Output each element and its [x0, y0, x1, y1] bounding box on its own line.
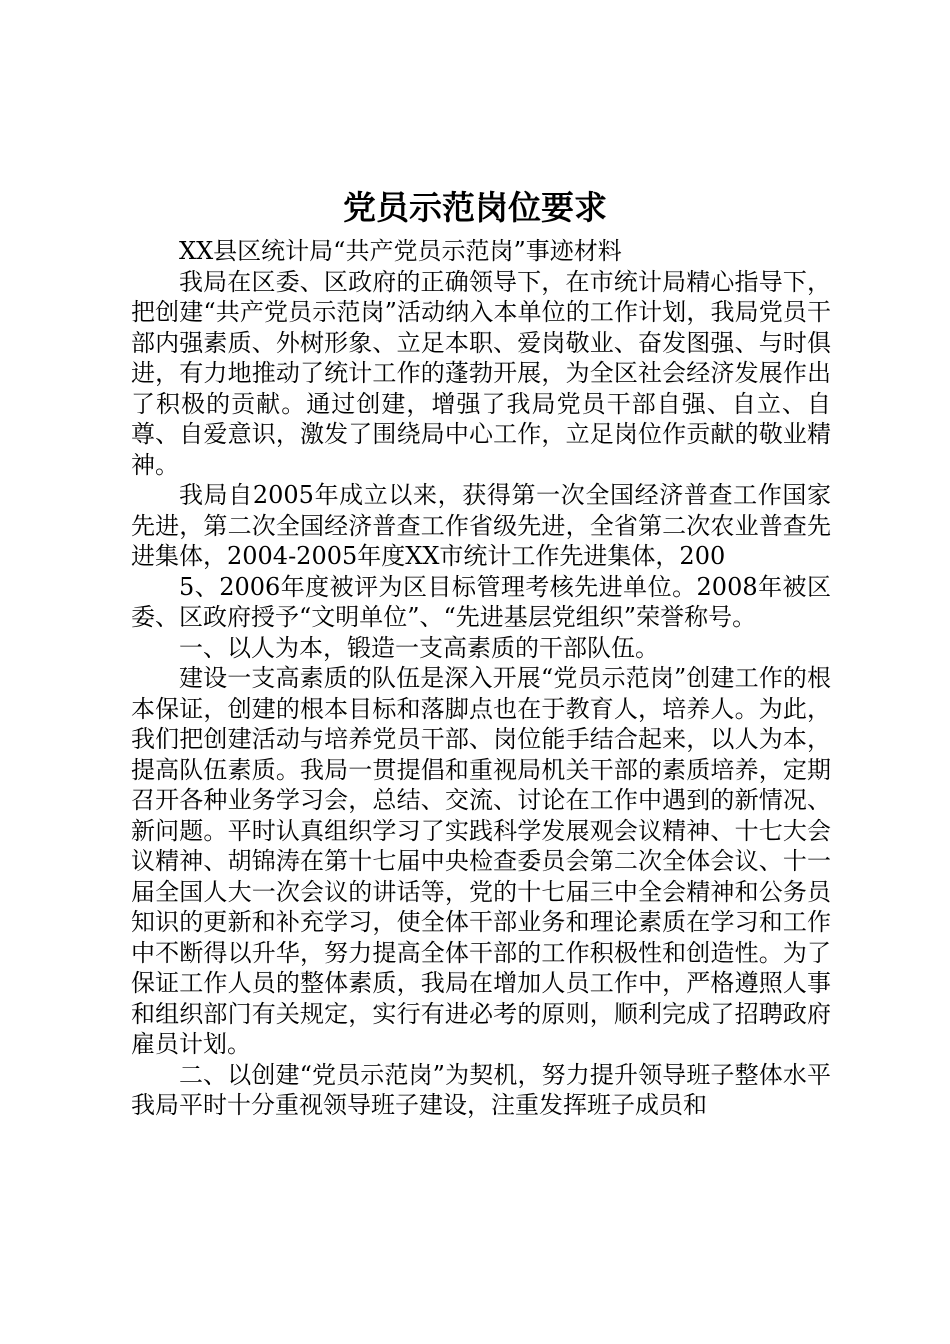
document-title: 党员示范岗位要求 — [343, 188, 607, 227]
document-subtitle: XX县区统计局“共产党员示范岗”事迹材料 — [179, 237, 622, 265]
paragraph-honors: 我局自2005年成立以来，获得第一次全国经济普查工作国家先进，第二次全国经济普查工作省级先进，全省第二次农业普查先进集体，2004-2005年度XX市统计工作先进集体，200 — [131, 481, 831, 570]
section-heading-1: 一、以人为本，锻造一支高素质的干部队伍。 — [179, 633, 659, 662]
paragraph-honors-cont: 5、2006年度被评为区目标管理考核先进单位。2008年被区委、区政府授予“文明单位”、“先进基层党组织”荣誉称号。 — [131, 572, 831, 631]
section-heading-2: 二、以创建“党员示范岗”为契机，努力提升领导班子整体水平我局平时十分重视领导班子建设，注重发挥班子成员和 — [131, 1060, 831, 1119]
document-body — [131, 236, 831, 1121]
paragraph-intro: 我局在区委、区政府的正确领导下，在市统计局精心指导下，把创建“共产党员示范岗”活动纳入本单位的工作计划，我局党员干部内强素质、外树形象、立足本职、爱岗敬业、奋发图强、与时俱进，有力地推动了统计工作的蓬勃开展，为全区社会经济发展作出了积极的贡献。通过创建，增强了我局党员干部自强、自立、自尊、自爱意识，激发了围绕局中心工作，立足岗位作贡献的敬业精神。 — [131, 267, 831, 479]
paragraph-section-1: 建设一支高素质的队伍是深入开展“党员示范岗”创建工作的根本保证，创建的根本目标和落脚点也在于教育人，培养人。为此，我们把创建活动与培养党员干部、岗位能手结合起来，以人为本，提高队伍素质。我局一贯提倡和重视局机关干部的素质培养，定期召开各种业务学习会，总结、交流、讨论在工作中遇到的新情况、新问题。平时认真组织学习了实践科学发展观会议精神、十七大会议精神、胡锦涛在第十七届中央检查委员会第二次全体会议、十一届全国人大一次会议的讲话等，党的十七届三中全会精神和公务员知识的更新和补充学习，使全体干部业务和理论素质在学习和工作中不断得以升华，努力提高全体干部的工作积极性和创造性。为了保证工作人员的整体素质，我局在增加人员工作中，严格遵照人事和组织部门有关规定，实行有进必考的原则，顺利完成了招聘政府雇员计划。 — [131, 664, 831, 1058]
